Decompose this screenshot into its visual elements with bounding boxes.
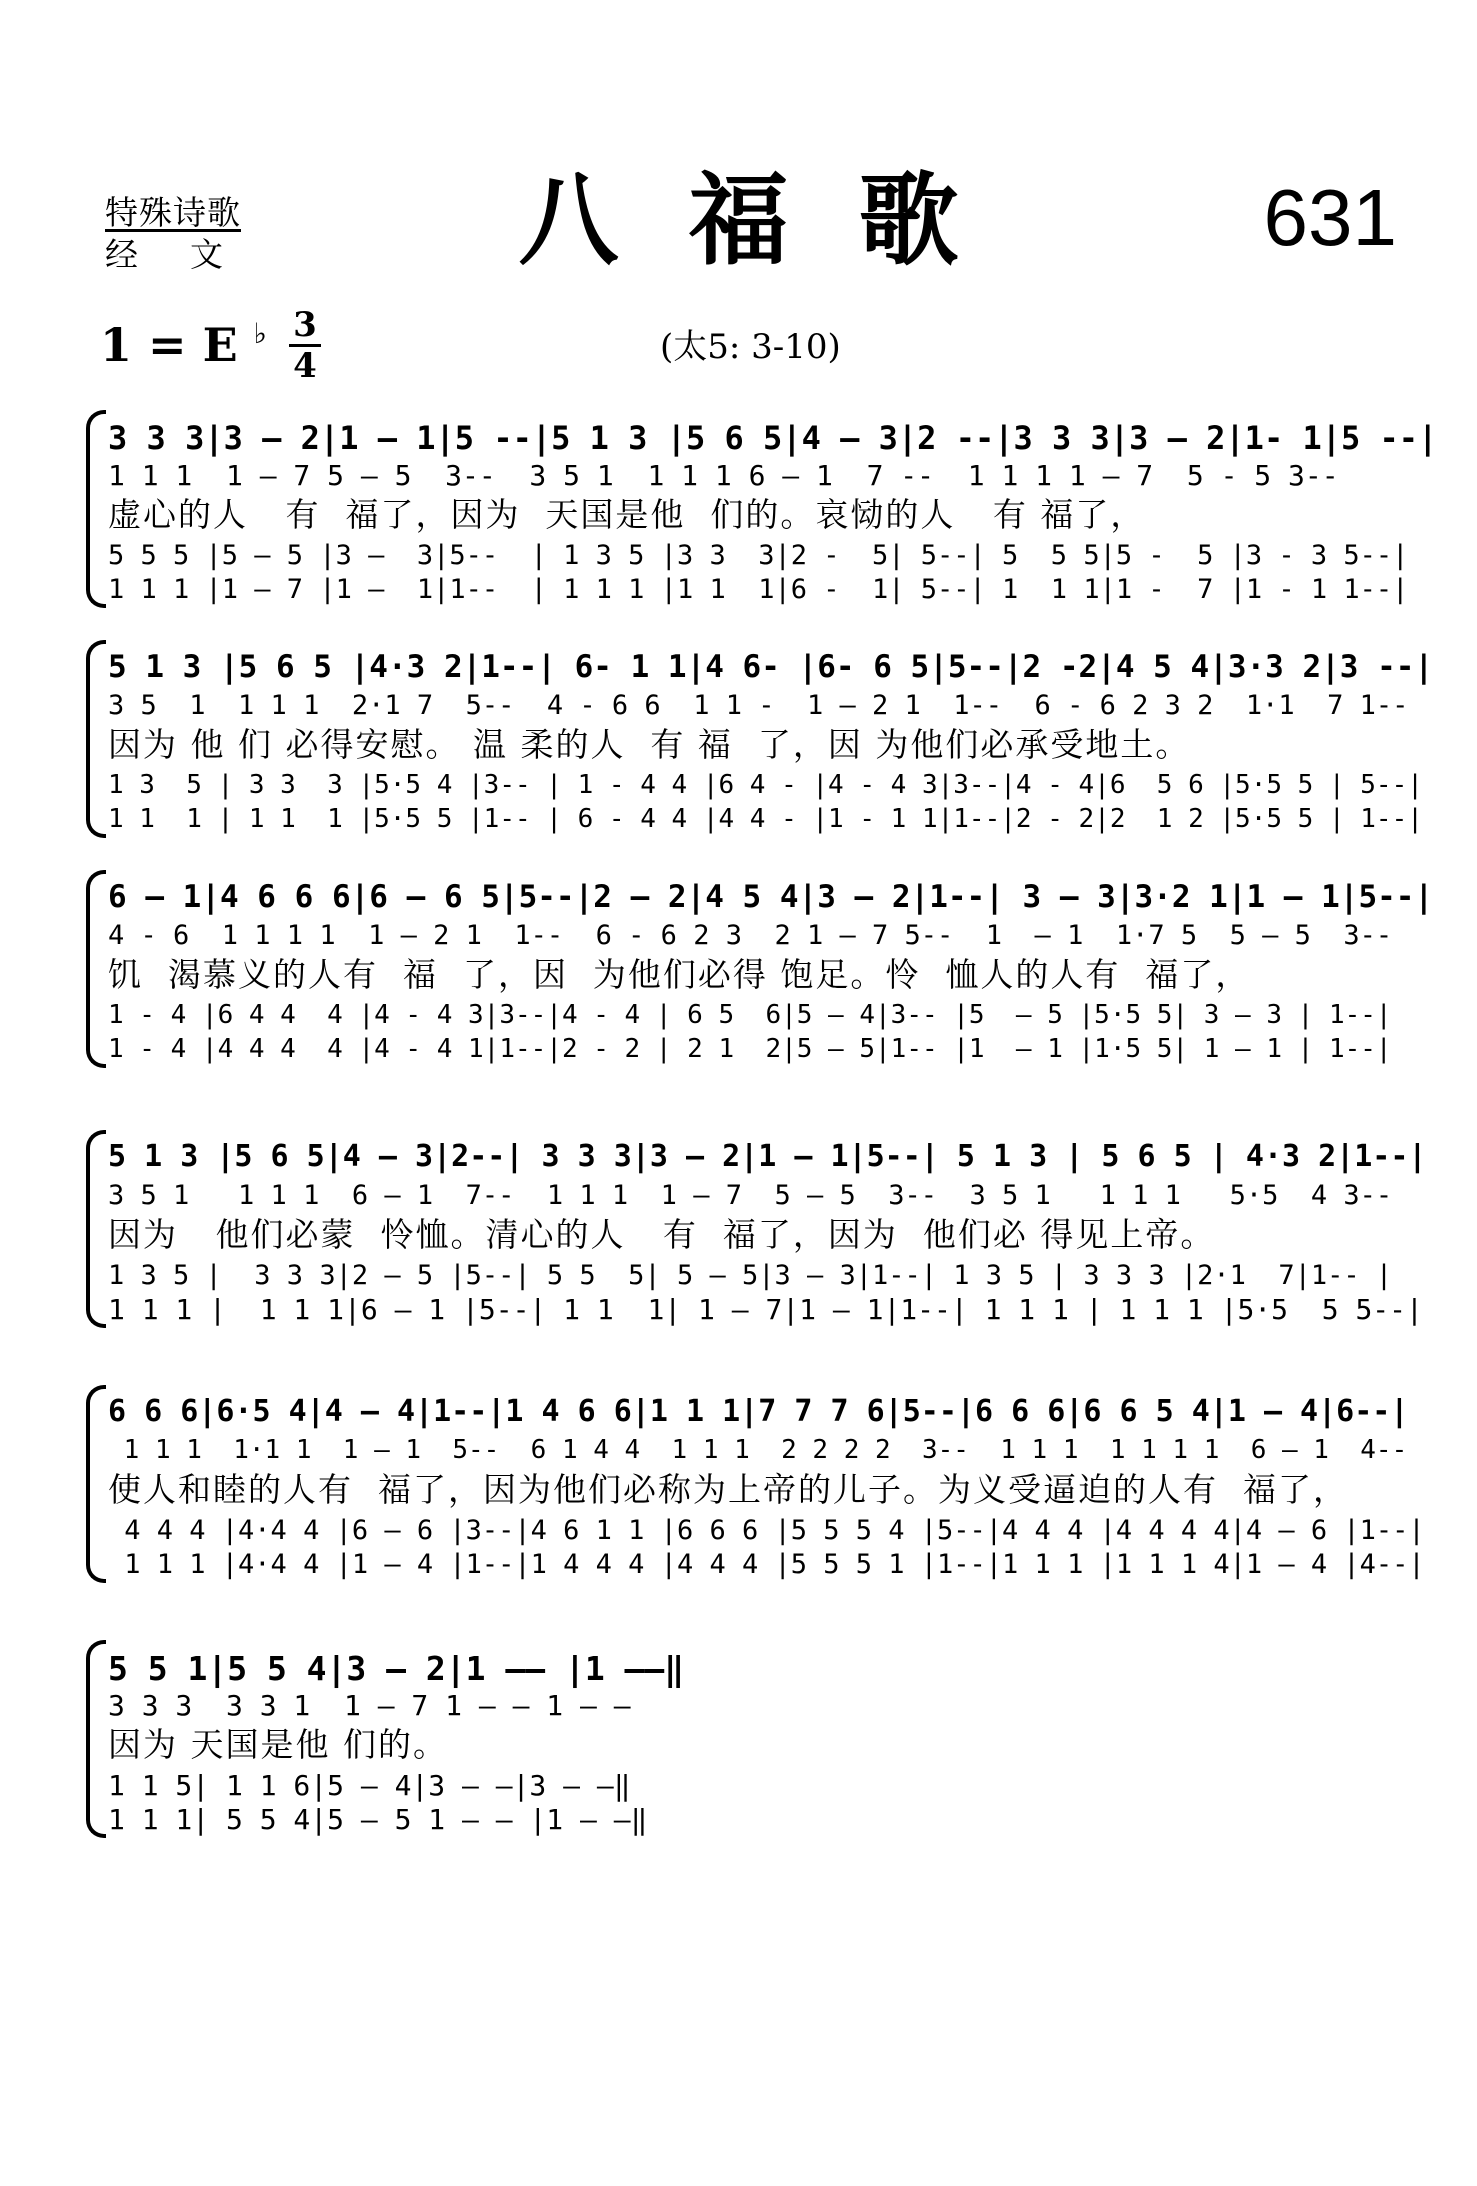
- music-system-4: [86, 1130, 1427, 1330]
- soprano-line: 6 — 1|4 6 6 6|6 — 6 5|5--|2 — 2|4 5 4|3 — 2|1--| 3 — 3|3·2 1|1 — 1|5--|: [108, 879, 1434, 915]
- soprano-line: 5 1 3 |5 6 5 |4·3 2|1--| 6- 1 1|4 6- |6- 6 5|5--|2 -2|4 5 4|3·3 2|3 --|: [108, 649, 1434, 685]
- lyric-line: 因为 天国是他 们的。: [108, 1725, 448, 1764]
- lyric-line: 因为 他们必蒙 怜恤。清心的人 有 福了，因为 他们必 得见上帝。: [108, 1215, 1216, 1254]
- tenor-line: 5 5 5 |5 — 5 |3 — 3|5-- | 1 3 5 |3 3 3|2 - 5| 5--| 5 5 5|5 - 5 |3 - 3 5--|: [108, 540, 1409, 571]
- alto-line: 3 3 3 3 3 1 1 — 7 1 — — 1 — —: [108, 1689, 631, 1722]
- lyric-line: 使人和睦的人有 福了，因为他们必称为上帝的儿子。为义受逼迫的人有 福了，: [108, 1470, 1348, 1509]
- bass-line: 1 - 4 |4 4 4 4 |4 - 4 1|1--|2 - 2 | 2 1 2|5 — 5|1-- |1 — 1 |1·5 5| 1 — 1 | 1--|: [108, 1034, 1392, 1064]
- category-line-2: 经文: [105, 235, 275, 274]
- bass-line: 1 1 1 | 1 1 1|6 — 1 |5--| 1 1 1| 1 — 7|1 — 1|1--| 1 1 1 | 1 1 1 |5·5 5 5--|: [108, 1293, 1423, 1326]
- lyric-line: 饥 渴慕义的人有 福 了，因 为他们必得 饱足。怜 恤人的人有 福了，: [108, 955, 1251, 994]
- music-system-2: [86, 640, 1434, 840]
- music-system-5: [86, 1385, 1425, 1585]
- soprano-line: 6 6 6|6·5 4|4 — 4|1--|1 4 6 6|1 1 1|7 7 7 6|5--|6 6 6|6 6 5 4|1 — 4|6--|: [108, 1394, 1409, 1429]
- music-system-6: [86, 1640, 1386, 1840]
- music-system-3: [86, 870, 1434, 1070]
- tenor-line: 1 3 5 | 3 3 3|2 — 5 |5--| 5 5 5| 5 — 5|3 — 3|1--| 1 3 5 | 3 3 3 |2·1 7|1-- |: [108, 1260, 1393, 1291]
- tenor-line: 1 - 4 |6 4 4 4 |4 - 4 3|3--|4 - 4 | 6 5 6|5 — 4|3-- |5 — 5 |5·5 5| 3 — 3 | 1--|: [108, 1000, 1392, 1030]
- soprano-line: 5 1 3 |5 6 5|4 — 3|2--| 3 3 3|3 — 2|1 — 1|5--| 5 1 3 | 5 6 5 | 4·3 2|1--|: [108, 1139, 1427, 1174]
- tenor-line: 1 3 5 | 3 3 3 |5·5 4 |3-- | 1 - 4 4 |6 4 - |4 - 4 3|3--|4 - 4|6 5 6 |5·5 5 | 5--|: [108, 770, 1423, 800]
- time-signature: [285, 305, 325, 386]
- bass-line: 1 1 1 |4·4 4 |1 — 4 |1--|1 4 4 4 |4 4 4 |5 5 5 1 |1--|1 1 1 |1 1 1 4|1 — 4 |4--|: [108, 1549, 1425, 1580]
- bass-line: 1 1 1| 5 5 4|5 — 5 1 — — |1 — —‖: [108, 1803, 648, 1836]
- time-top: 3: [293, 305, 317, 345]
- soprano-line: 5 5 1|5 5 4|3 — 2|1 —— |1 ——‖: [108, 1649, 685, 1688]
- category-line-1: 特殊诗歌: [105, 193, 241, 232]
- tenor-line: 1 1 5| 1 1 6|5 — 4|3 — —|3 — —‖: [108, 1769, 631, 1802]
- lyric-line: 虚心的人 有 福了，因为 天国是他 们的。哀恸的人 有 福了，: [108, 495, 1146, 534]
- flat-sign: ♭: [253, 317, 267, 350]
- alto-line: 1 1 1 1·1 1 1 — 1 5-- 6 1 4 4 1 1 1 2 2 2 2 3-- 1 1 1 1 1 1 1 6 — 1 4--: [108, 1435, 1408, 1465]
- alto-line: 3 5 1 1 1 1 2·1 7 5-- 4 - 6 6 1 1 - 1 — 2 1 1-- 6 - 6 2 3 2 1·1 7 1--: [108, 690, 1409, 721]
- alto-line: 1 1 1 1 — 7 5 — 5 3-- 3 5 1 1 1 1 6 — 1 7 -- 1 1 1 1 — 7 5 - 5 3--: [108, 459, 1339, 492]
- bass-line: 1 1 1 | 1 1 1 |5·5 5 |1-- | 6 - 4 4 |4 4 - |1 - 1 1|1--|2 - 2|2 1 2 |5·5 5 | 1--|: [108, 804, 1423, 834]
- alto-line: 3 5 1 1 1 1 6 — 1 7-- 1 1 1 1 — 7 5 — 5 3-- 3 5 1 1 1 1 5·5 4 3--: [108, 1180, 1393, 1211]
- scripture-reference: (太5: 3-10): [660, 327, 841, 367]
- bass-line: 1 1 1 |1 — 7 |1 — 1|1-- | 1 1 1 |1 1 1|6 - 1| 5--| 1 1 1|1 - 7 |1 - 1 1--|: [108, 574, 1409, 605]
- alto-line: 4 - 6 1 1 1 1 1 — 2 1 1-- 6 - 6 2 3 2 1 — 7 5-- 1 — 1 1·7 5 5 — 5 3--: [108, 920, 1393, 951]
- hymn-title: 八福歌: [518, 161, 1029, 279]
- tenor-line: 4 4 4 |4·4 4 |6 — 6 |3--|4 6 1 1 |6 6 6 |5 5 5 4 |5--|4 4 4 |4 4 4 4|4 — 6 |1--|: [108, 1515, 1425, 1546]
- soprano-line: 3 3 3|3 — 2|1 — 1|5 --|5 1 3 |5 6 5|4 — 3|2 --|3 3 3|3 — 2|1- 1|5 --|: [108, 419, 1438, 457]
- music-system-1: [86, 410, 1438, 610]
- key-text: 1 = E: [100, 318, 238, 372]
- hymn-number: 631: [1263, 173, 1397, 262]
- key-signature: [100, 317, 267, 372]
- time-bottom: 4: [293, 346, 317, 386]
- lyric-line: 因为 他 们 必得安慰。 温 柔的人 有 福 了，因 为他们必承受地土。: [108, 725, 1191, 764]
